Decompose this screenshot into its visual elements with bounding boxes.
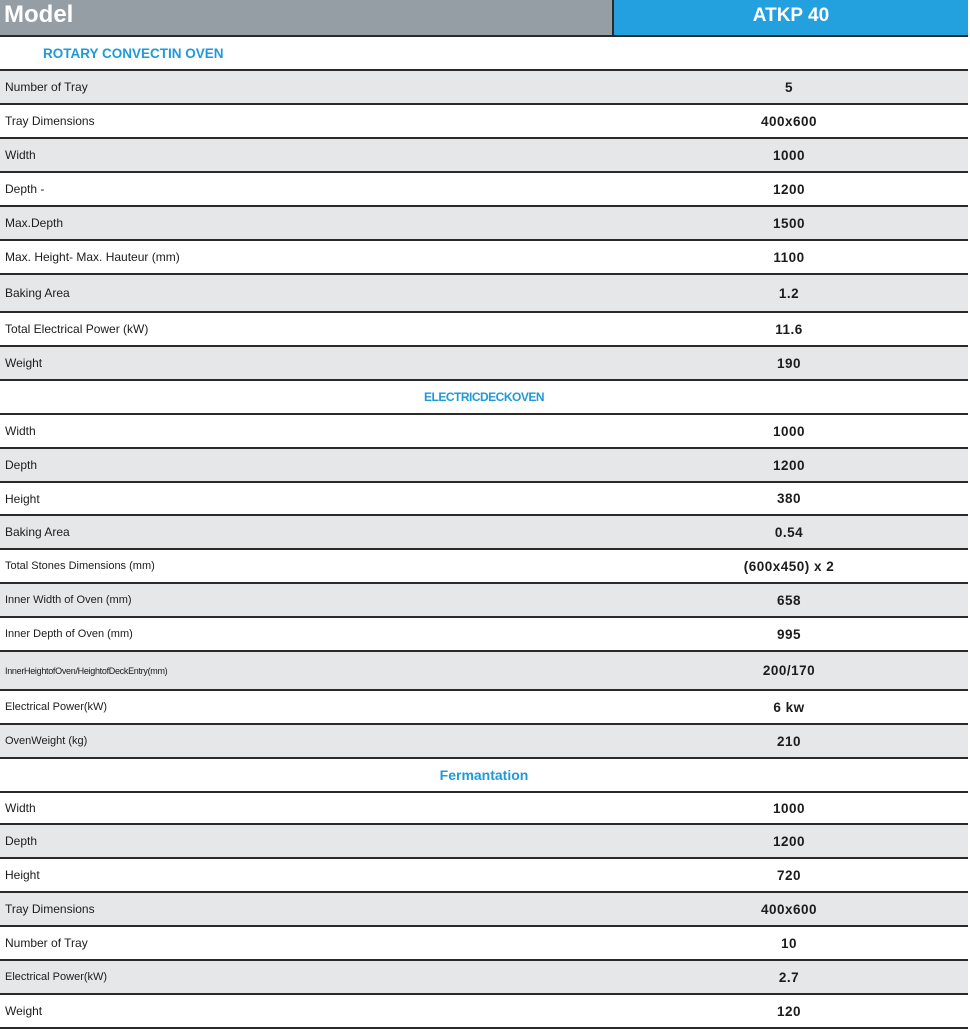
table-row xyxy=(0,793,968,825)
row-value: 210 xyxy=(776,733,802,749)
table-row xyxy=(0,825,968,859)
table-row xyxy=(0,105,968,139)
row-value: 2.7 xyxy=(778,969,800,985)
row-label: Depth - xyxy=(5,182,45,196)
row-label: Depth xyxy=(5,458,38,472)
table-row xyxy=(0,241,968,275)
row-value: 400x600 xyxy=(760,113,818,129)
row-value: 11.6 xyxy=(775,321,803,337)
table-row xyxy=(0,652,968,691)
row-label: Inner Depth of Oven (mm) xyxy=(5,628,133,640)
row-label: Total Stones Dimensions (mm) xyxy=(5,560,155,572)
table-row xyxy=(0,207,968,241)
table-row xyxy=(0,483,968,516)
row-value: 1000 xyxy=(772,147,806,163)
row-value: 995 xyxy=(776,626,802,642)
row-label: Number of Tray xyxy=(5,80,88,94)
row-value: 0.54 xyxy=(774,524,804,540)
row-label: Max.Depth xyxy=(5,216,64,230)
model-value: ATKP 40 xyxy=(614,0,968,35)
row-label: Electrical Power(kW) xyxy=(5,701,108,713)
row-label: Depth xyxy=(5,834,38,848)
row-value: 380 xyxy=(776,491,802,506)
row-value: 1200 xyxy=(772,457,806,473)
row-value: 400x600 xyxy=(760,901,818,917)
row-label: Tray Dimensions xyxy=(5,114,95,128)
section-title-fermentation: Fermantation xyxy=(0,759,968,793)
table-row xyxy=(0,859,968,893)
table-row xyxy=(0,927,968,961)
row-label: Width xyxy=(5,801,36,815)
row-value: 1.2 xyxy=(778,285,800,301)
row-value: 1200 xyxy=(772,833,806,849)
row-value: 1000 xyxy=(772,800,806,816)
table-header xyxy=(0,0,968,37)
row-value: 190 xyxy=(776,355,802,371)
model-label: Model xyxy=(0,0,614,35)
table-row xyxy=(0,550,968,584)
row-value: 200/170 xyxy=(762,663,816,678)
table-row xyxy=(0,725,968,759)
row-label: Height xyxy=(5,491,40,506)
section-title-deck-oven: ELECTRICDECKOVEN xyxy=(0,381,968,415)
row-label: Baking Area xyxy=(5,286,70,300)
row-label: Width xyxy=(5,148,36,162)
table-row xyxy=(0,139,968,173)
table-row xyxy=(0,313,968,347)
row-value: 1000 xyxy=(772,423,806,439)
section-title-rotary-oven: ROTARY CONVECTIN OVEN xyxy=(0,37,968,71)
row-label: InnerHeightofOven/HeightofDeckEntry(mm) xyxy=(5,665,168,676)
table-row xyxy=(0,691,968,725)
row-value: 658 xyxy=(776,592,802,608)
table-row xyxy=(0,618,968,652)
row-label: Height xyxy=(5,868,40,882)
row-label: Electrical Power(kW) xyxy=(5,971,108,983)
table-row xyxy=(0,584,968,618)
row-label: Inner Width of Oven (mm) xyxy=(5,594,132,606)
table-row xyxy=(0,71,968,105)
row-value: 5 xyxy=(784,79,793,95)
row-value: (600x450) x 2 xyxy=(743,558,835,574)
row-label: Max. Height- Max. Hauteur (mm) xyxy=(5,250,180,264)
row-label: Total Electrical Power (kW) xyxy=(5,322,149,336)
table-row xyxy=(0,173,968,207)
row-label: Weight xyxy=(5,1004,43,1018)
row-value: 10 xyxy=(780,935,798,951)
table-row xyxy=(0,275,968,313)
table-row xyxy=(0,893,968,927)
row-label: Weight xyxy=(5,356,43,370)
table-row xyxy=(0,347,968,381)
row-value: 120 xyxy=(776,1003,802,1019)
row-value: 720 xyxy=(776,867,802,883)
table-row xyxy=(0,449,968,483)
row-label: Width xyxy=(5,424,36,438)
row-label: Number of Tray xyxy=(5,936,88,950)
table-row xyxy=(0,516,968,550)
row-value: 1200 xyxy=(772,181,806,197)
row-label: Tray Dimensions xyxy=(5,902,95,916)
row-value: 1100 xyxy=(773,249,805,265)
row-value: 6 kw xyxy=(773,699,805,715)
row-label: OvenWeight (kg) xyxy=(5,735,88,747)
row-value: 1500 xyxy=(772,215,806,231)
table-row xyxy=(0,961,968,995)
table-row xyxy=(0,415,968,449)
row-label: Baking Area xyxy=(5,525,70,539)
